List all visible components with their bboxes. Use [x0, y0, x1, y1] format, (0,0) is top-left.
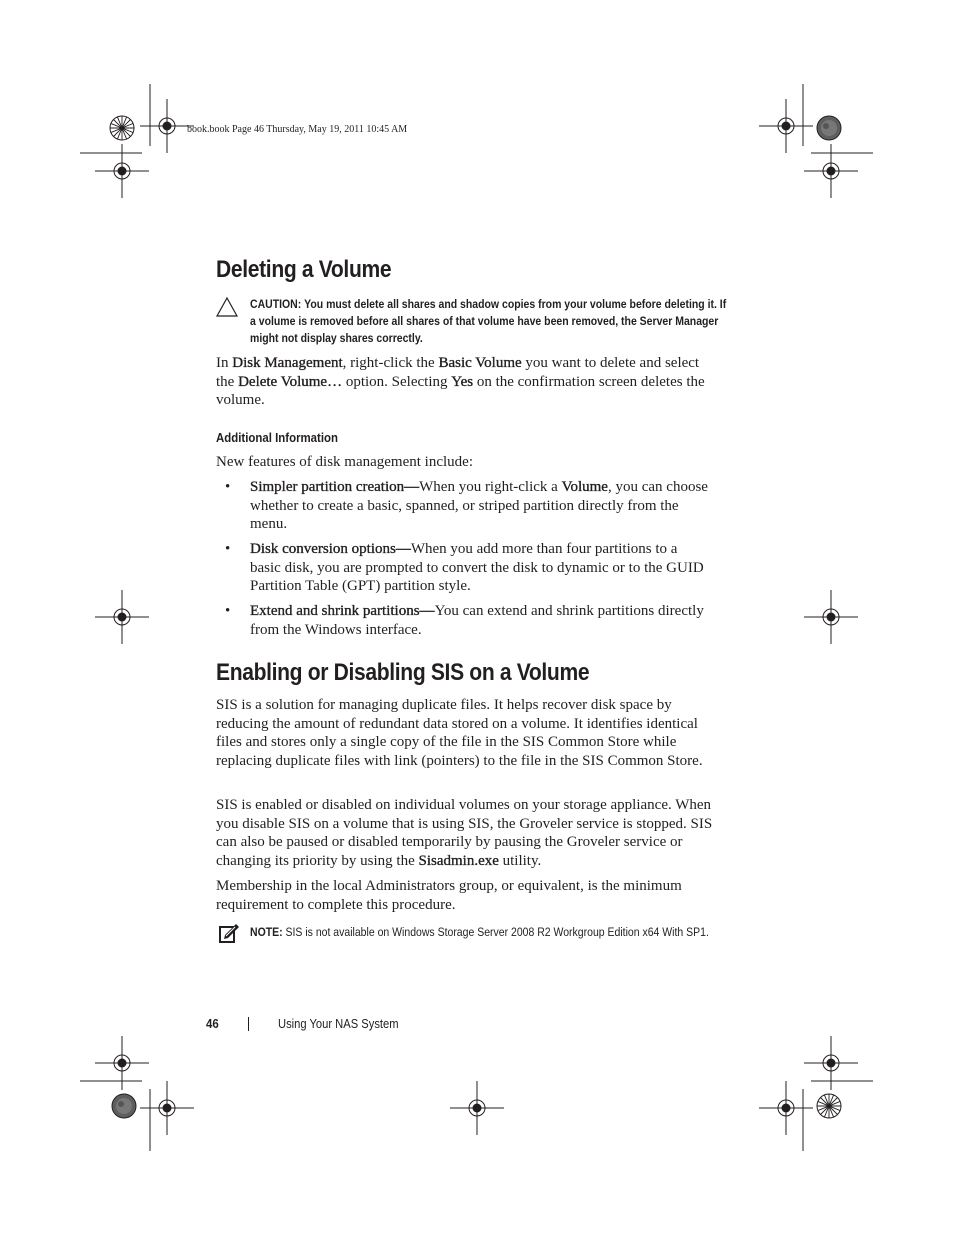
caution-text: You must delete all shares and shadow copies from your volume before deleting it. If a volume is removed before all shares of that volume have been removed, the Server Manager might not display shares correctly.	[250, 297, 727, 345]
registration-mark-icon	[95, 1036, 149, 1090]
registration-mark-icon	[140, 1081, 194, 1135]
registration-mark-icon	[140, 99, 194, 153]
registration-mark-icon	[95, 144, 149, 198]
membership-requirement: Membership in the local Administrators group, or equivalent, is the minimum requirement to complete this procedure.	[216, 878, 682, 913]
footer-divider	[248, 1017, 249, 1031]
registration-mark-icon	[450, 1081, 504, 1135]
page-number: 46	[206, 1016, 219, 1031]
sis-enable-disable: SIS is enabled or disabled on individual volumes on your storage appliance. When you disable SIS on a volume that is using SIS, the Groveler service is stopped. SIS can also be paused or disabled temporarily by pausing the Groveler service or changing its priority by using the Sisadmin.exe utility.	[216, 797, 713, 870]
footer-title: Using Your NAS System	[278, 1016, 399, 1031]
list-item: Disk conversion options—When you add more than four partitions to a basic disk, you are prompted to convert the disk to dynamic or to the GUID Partition Table (GPT) partition style.	[250, 541, 704, 595]
features-intro: New features of disk management include:	[216, 454, 473, 470]
section-title-deleting-volume: Deleting a Volume	[216, 256, 392, 283]
list-item: Simpler partition creation—When you right-click a Volume, you can choose whether to create a basic, spanned, or striped partition directly from the menu.	[250, 479, 708, 533]
color-wheel-icon	[110, 116, 134, 140]
list-item: Extend and shrink partitions—You can extend and shrink partitions directly from the Windows interface.	[250, 603, 704, 638]
caution-label: CAUTION:	[250, 297, 302, 311]
color-wheel-icon	[817, 1094, 841, 1118]
caution-icon	[215, 296, 239, 318]
registration-mark-icon	[759, 1081, 813, 1135]
note-label: NOTE:	[250, 925, 283, 939]
color-wheel-icon	[817, 116, 841, 140]
note-icon	[217, 922, 241, 946]
registration-mark-icon	[95, 590, 149, 644]
registration-mark-icon	[804, 1036, 858, 1090]
bullet-icon: •	[225, 603, 231, 619]
registration-mark-icon	[804, 144, 858, 198]
bullet-icon: •	[225, 479, 231, 495]
section-title-sis: Enabling or Disabling SIS on a Volume	[216, 659, 590, 686]
note-text: SIS is not available on Windows Storage Server 2008 R2 Workgroup Edition x64 With SP1.	[285, 925, 709, 939]
registration-mark-icon	[804, 590, 858, 644]
caution-notice	[250, 296, 728, 347]
sis-description: SIS is a solution for managing duplicate files. It helps recover disk space by reducing the amount of redundant data stored on a volume. It identifies identical files and stores only a single copy of the file in the SIS Common Store while replacing duplicate files with link (pointers) to the file in the SIS Common Store.	[216, 697, 703, 770]
color-wheel-icon	[112, 1094, 136, 1118]
delete-volume-instructions: In Disk Management, right-click the Basic Volume you want to delete and select the Delete Volume… option. Selecting Yes on the confirmation screen deletes the volume.	[216, 355, 705, 409]
bullet-icon: •	[225, 541, 231, 557]
registration-mark-icon	[759, 99, 813, 153]
subheading-additional-information: Additional Information	[216, 430, 339, 445]
note-notice	[250, 924, 728, 941]
print-slug: book.book Page 46 Thursday, May 19, 2011 10:45 AM	[187, 124, 408, 135]
